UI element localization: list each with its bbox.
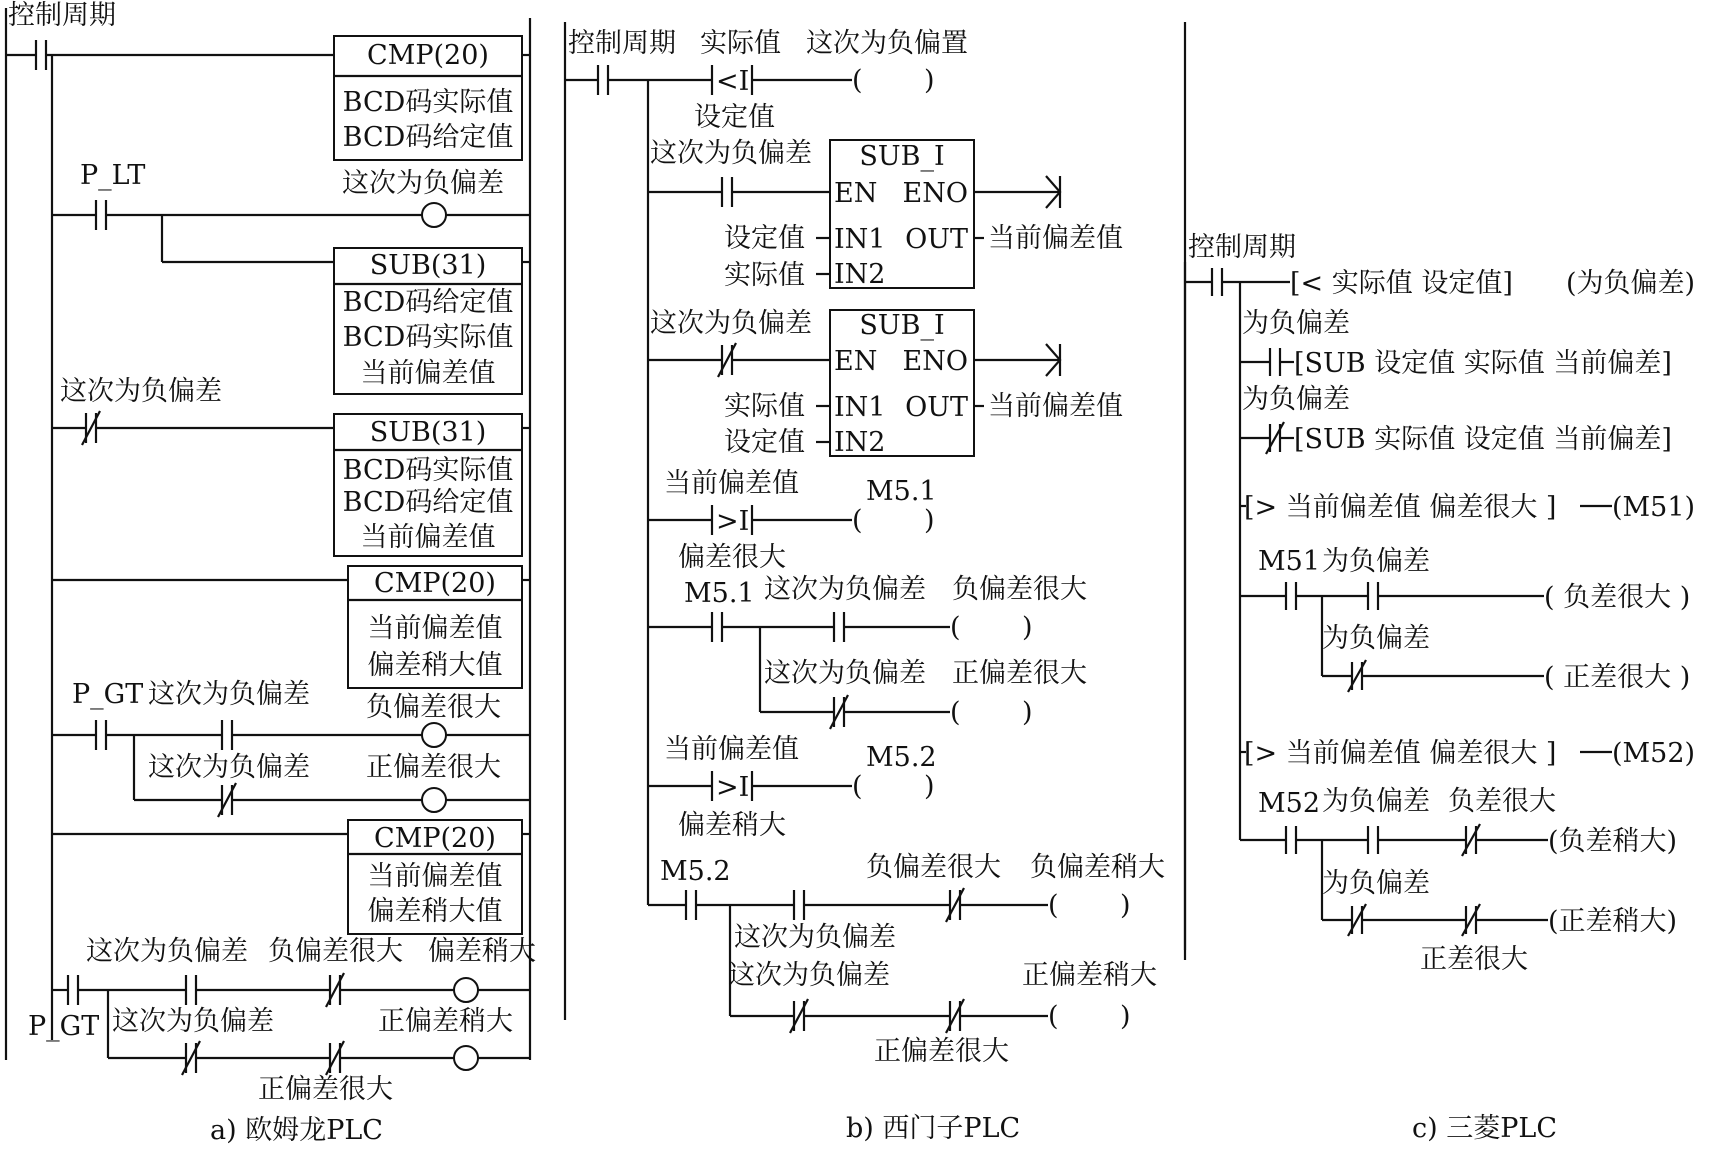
cmp-box-2 [348,566,522,688]
svg-text:偏差稍大值: 偏差稍大值 [367,650,503,681]
svg-text:): ) [1022,612,1033,643]
instr-sub-1: [SUB 设定值 实际值 当前偏差] [1294,348,1672,379]
svg-text:当前偏差值: 当前偏差值 [988,391,1123,422]
svg-text:M5.2: M5.2 [660,856,731,887]
cmp-box-3 [348,820,522,934]
svg-text:这次为负偏差: 这次为负偏差 [764,658,926,689]
svg-text:EN: EN [834,346,878,377]
sub-i-block-2 [830,310,974,458]
svg-text:M51: M51 [1258,546,1321,577]
svg-text:这次为负偏差: 这次为负偏差 [728,960,890,991]
svg-text:OUT: OUT [905,224,968,255]
coil-neg-dev: (为负偏差) [1566,268,1696,299]
svg-text:BCD码实际值: BCD码实际值 [342,322,514,353]
coil-m51: (M51) [1612,492,1696,523]
svg-text:正差很大: 正差很大 [1420,944,1528,975]
svg-text:当前偏差值: 当前偏差值 [367,861,503,892]
svg-text:BCD码实际值: BCD码实际值 [342,455,514,486]
box-title: CMP(20) [367,40,489,71]
svg-text:正偏差稍大: 正偏差稍大 [1022,960,1157,991]
svg-text:M52: M52 [1258,788,1321,819]
coil-negative-dev [422,203,446,227]
svg-text:负差很大: 负差很大 [1448,786,1556,817]
svg-text:当前偏差值: 当前偏差值 [360,522,496,553]
svg-text:当前偏差值: 当前偏差值 [360,358,496,389]
svg-text:): ) [924,65,935,96]
svg-text:正偏差很大: 正偏差很大 [874,1036,1009,1067]
svg-text:当前偏差值: 当前偏差值 [664,468,799,499]
svg-text:设定值: 设定值 [694,102,775,133]
svg-text:): ) [1022,697,1033,728]
label-p-gt-1: P_GT [72,679,144,710]
coil-pos-dev-big [422,788,446,812]
coil-neg-dev-big [422,723,446,747]
svg-text:偏差很大: 偏差很大 [678,542,786,573]
coil-dev-slight [454,978,478,1002]
svg-text:设定值: 设定值 [724,427,805,458]
svg-text:M5.1: M5.1 [684,578,755,609]
svg-text:这次为负偏差: 这次为负偏差 [148,679,310,710]
svg-text:): ) [924,505,935,536]
svg-text:为负偏差: 为负偏差 [1322,623,1430,654]
sub-i-block-1 [830,140,974,290]
svg-text:为负偏差: 为负偏差 [1322,786,1430,817]
coil-m52: (M52) [1612,738,1696,769]
svg-text:控制周期: 控制周期 [568,28,676,59]
svg-text:(: ( [1048,890,1059,921]
instr-gt-compare-1: [> 当前偏差值 偏差很大 ] [1244,492,1557,523]
svg-text:负偏差很大: 负偏差很大 [866,852,1001,883]
svg-text:(: ( [950,697,961,728]
svg-text:正偏差很大: 正偏差很大 [258,1074,393,1105]
coil-neg-big: ( 负差很大 ) [1544,582,1691,613]
svg-text:OUT: OUT [905,392,968,423]
svg-text:IN1: IN1 [834,392,886,423]
svg-text:IN2: IN2 [834,259,886,290]
svg-text:为负偏差: 为负偏差 [1322,868,1430,899]
svg-text:M5.1: M5.1 [866,476,937,507]
svg-text:SUB_I: SUB_I [859,141,945,172]
svg-text:这次为负偏差: 这次为负偏差 [650,138,812,169]
svg-text:EN: EN [834,178,878,209]
svg-text:这次为负偏差: 这次为负偏差 [650,308,812,339]
panel-siemens [565,22,1185,1144]
svg-text:CMP(20): CMP(20) [374,823,496,854]
svg-text:BCD码给定值: BCD码给定值 [342,122,514,153]
coil-pos-slight [454,1046,478,1070]
svg-text:IN2: IN2 [834,427,886,458]
instr-gt-compare-2: [> 当前偏差值 偏差很大 ] [1244,738,1557,769]
svg-text:CMP(20): CMP(20) [374,568,496,599]
panel-mitsubishi [1185,232,1695,1144]
svg-text:当前偏差值: 当前偏差值 [988,223,1123,254]
svg-text:(: ( [852,505,863,536]
svg-text:(: ( [852,65,863,96]
svg-text:负偏差稍大: 负偏差稍大 [1030,852,1165,883]
svg-text:设定值: 设定值 [724,223,805,254]
svg-text:这次为负偏差: 这次为负偏差 [112,1006,274,1037]
svg-text:负偏差很大: 负偏差很大 [952,574,1087,605]
svg-text:偏差稍大: 偏差稍大 [428,936,536,967]
svg-text:正偏差很大: 正偏差很大 [952,658,1087,689]
svg-text:这次为负偏差: 这次为负偏差 [148,752,310,783]
label-p-gt-2: P_GT [28,1011,100,1042]
coil-pos-big: ( 正差很大 ) [1544,662,1691,693]
svg-text:(: ( [950,612,961,643]
compare-gt-int-2: >I [716,772,750,803]
svg-text:为负偏差: 为负偏差 [1242,384,1350,415]
svg-text:M5.2: M5.2 [866,742,937,773]
compare-lt-int: <I [716,66,750,97]
svg-text:负偏差很大: 负偏差很大 [268,936,403,967]
svg-text:这次为负偏差: 这次为负偏差 [86,936,248,967]
svg-text:为负偏差: 为负偏差 [1322,546,1430,577]
svg-text:控制周期: 控制周期 [1188,232,1296,263]
svg-text:为负偏差: 为负偏差 [1242,308,1350,339]
coil-neg-slight: (负差稍大) [1548,826,1678,857]
cmp-box-1 [334,36,522,160]
svg-text:ENO: ENO [902,178,968,209]
svg-text:实际值: 实际值 [724,260,805,291]
svg-text:BCD码实际值: BCD码实际值 [342,87,514,118]
svg-text:这次为负偏置: 这次为负偏置 [806,28,968,59]
caption-omron: a) 欧姆龙PLC [210,1115,383,1146]
sub-box-1 [334,248,522,394]
label-neg-dev-nc: 这次为负偏差 [60,376,222,407]
svg-text:SUB(31): SUB(31) [369,250,487,281]
label-neg-dev-coil: 这次为负偏差 [342,168,504,199]
svg-text:正偏差稍大: 正偏差稍大 [378,1006,513,1037]
svg-text:SUB_I: SUB_I [859,310,945,341]
svg-text:BCD码给定值: BCD码给定值 [342,487,514,518]
label-control-cycle: 控制周期 [8,0,116,31]
svg-text:当前偏差值: 当前偏差值 [367,613,503,644]
svg-text:这次为负偏差: 这次为负偏差 [734,922,896,953]
svg-text:偏差稍大: 偏差稍大 [678,810,786,841]
label-p-lt: P_LT [80,160,146,191]
compare-gt-int-1: >I [716,506,750,537]
instr-sub-2: [SUB 实际值 设定值 当前偏差] [1294,424,1672,455]
svg-text:BCD码给定值: BCD码给定值 [342,287,514,318]
svg-text:当前偏差值: 当前偏差值 [664,734,799,765]
svg-text:IN1: IN1 [834,224,886,255]
svg-text:(: ( [1048,1001,1059,1032]
coil-pos-slight: (正差稍大) [1548,906,1678,937]
svg-text:ENO: ENO [902,346,968,377]
svg-text:): ) [924,771,935,802]
svg-text:SUB(31): SUB(31) [369,417,487,448]
svg-text:实际值: 实际值 [700,28,781,59]
sub-box-2 [334,414,522,556]
instr-lt-compare: [< 实际值 设定值] [1290,268,1513,299]
svg-text:(: ( [852,771,863,802]
svg-text:偏差稍大值: 偏差稍大值 [367,896,503,927]
svg-text:正偏差很大: 正偏差很大 [366,752,501,783]
svg-text:负偏差很大: 负偏差很大 [366,692,501,723]
svg-text:): ) [1120,890,1131,921]
svg-text:): ) [1120,1001,1131,1032]
svg-text:实际值: 实际值 [724,391,805,422]
svg-text:这次为负偏差: 这次为负偏差 [764,574,926,605]
panel-omron [6,0,536,1146]
caption-mitsubishi: c) 三菱PLC [1412,1113,1557,1144]
caption-siemens: b) 西门子PLC [846,1113,1021,1144]
